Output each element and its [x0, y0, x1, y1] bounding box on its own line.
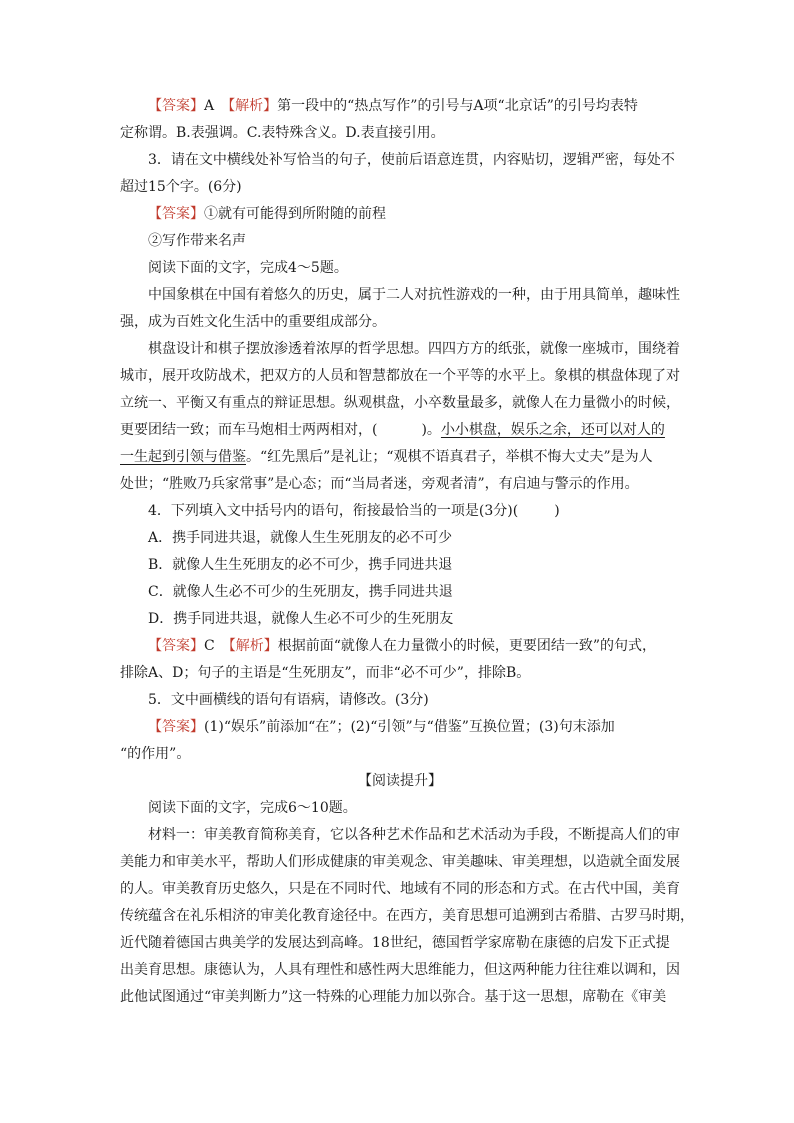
q5-stem: 5．文中画横线的语句有语病，请修改。(3分): [148, 692, 429, 708]
reading-intro-6-10: 阅读下面的文字，完成6～10题。: [148, 800, 357, 816]
passage-p2-line-6: 处世；“胜败乃兵家常事”是心态；而“当局者迷，旁观者清”，有启迪与警示的作用。: [120, 476, 639, 492]
answer-value: C: [204, 638, 229, 654]
q4-stem-close: ): [554, 503, 560, 519]
material1-line-1: 材料一：审美教育简称美育，它以各种艺术作品和艺术活动为手段，不断提高人们的审: [148, 827, 680, 843]
reading-intro-4-5: 阅读下面的文字，完成4～5题。: [148, 260, 348, 276]
underlined-sentence: 小小棋盘，娱乐之余，还可以对人的: [440, 422, 665, 438]
underlined-sentence: 一生起到引领与借鉴: [120, 449, 246, 465]
passage-text: 更要团结一致；而车马炮相士两两相对，(: [120, 422, 378, 438]
answer-tag: 【答案】: [148, 719, 204, 735]
material1-line-4: 传统蕴含在礼乐相济的审美化教育途径中。在西方，美育思想可追溯到古希腊、古罗马时期，: [120, 908, 694, 924]
answer-value: A: [204, 98, 229, 114]
q4-option-b: B．就像人生生死朋友的必不可少，携手同进共退: [148, 557, 453, 573]
q4-option-c: C．就像人生必不可少的生死朋友，携手同进共退: [148, 584, 453, 600]
material1-line-3: 的人。审美教育历史悠久，只是在不同时代、地域有不同的形态和方式。在古代中国，美育: [120, 881, 680, 897]
section-title: 【阅读提升】: [358, 773, 442, 789]
answer-text: (1)“娱乐”前添加“在”；(2)“引领”与“借鉴”互换位置；(3)句末添加: [204, 719, 615, 735]
passage-p1-line-1: 中国象棋在中国有着悠久的历史，属于二人对抗性游戏的一种，由于用具简单，趣味性: [148, 287, 680, 303]
material1-line-2: 美能力和审美水平，帮助人们形成健康的审美观念、审美趣味、审美理想，以造就全面发展: [120, 854, 680, 870]
q4-stem-text: 4．下列填入文中括号内的语句，衔接最恰当的一项是(3分)(: [148, 503, 519, 519]
passage-text: )。: [421, 422, 441, 438]
passage-p2-line-2: 城市，展开攻防战术，把双方的人员和智慧都放在一个平等的水平上。象棋的棋盘体现了对: [120, 368, 680, 384]
passage-p2-line-5: [120, 444, 680, 471]
material1-line-7: 此他试图通过“审美判断力”这一特殊的心理能力加以弥合。基于这一思想，席勒在《审美: [120, 989, 667, 1005]
document-page: [120, 93, 694, 1011]
answer-tag: 【答案】: [148, 206, 204, 222]
q4-analysis-line: 排除A、D；句子的主语是“生死朋友”，而非“必不可少”，排除B。: [120, 665, 531, 681]
passage-p2-line-3: 立统一、平衡又有重点的辩证思想。纵观棋盘，小卒数量最多，就像人在力量微小的时候，: [120, 395, 680, 411]
q3-stem-line-1: 3．请在文中横线处补写恰当的句子，使前后语意连贯，内容贴切，逻辑严密，每处不: [148, 152, 675, 168]
answer-text: ①就有可能得到所附随的前程: [204, 206, 386, 222]
q3-answer-line-2: ②写作带来名声: [148, 233, 246, 249]
q2-analysis-line: 定称谓。B.表强调。C.表特殊含义。D.表直接引用。: [120, 125, 445, 141]
q5-answer-line: [120, 714, 680, 741]
q3-answer-line: [120, 201, 680, 228]
material1-line-6: 出美育思想。康德认为，人具有理性和感性两大思维能力，但这两种能力往往难以调和，因: [120, 962, 680, 978]
answer-tag: 【答案】: [148, 638, 204, 654]
analysis-text: 第一段中的“热点写作”的引号与A项“北京话”的引号均表特: [277, 98, 638, 114]
passage-p2-line-4: [120, 417, 680, 444]
passage-p1-line-2: 强，成为百姓文化生活中的重要组成部分。: [120, 314, 386, 330]
analysis-tag: 【解析】: [228, 638, 278, 654]
analysis-tag: 【解析】: [228, 98, 278, 114]
q4-option-a: A．携手同进共退，就像人生生死朋友的必不可少: [148, 530, 453, 546]
q4-stem: [120, 498, 680, 525]
passage-text: 。“红先黑后”是礼让；“观棋不语真君子，举棋不悔大丈夫”是为人: [246, 449, 653, 465]
material1-line-5: 近代随着德国古典美学的发展达到高峰。18世纪，德国哲学家席勒在康德的启发下正式提: [120, 935, 670, 951]
q4-option-d: D．携手同进共退，就像人生必不可少的生死朋友: [148, 611, 454, 627]
analysis-text: 根据前面“就像人在力量微小的时候，更要团结一致”的句式，: [277, 638, 657, 654]
answer-tag: 【答案】: [148, 98, 204, 114]
q4-answer-line: [120, 633, 680, 660]
q3-stem-line-2: 超过15个字。(6分): [120, 179, 242, 195]
q2-answer-line: [120, 93, 680, 120]
passage-p2-line-1: 棋盘设计和棋子摆放渗透着浓厚的哲学思想。四四方方的纸张，就像一座城市，围绕着: [148, 341, 680, 357]
q5-answer-line-2: “的作用”。: [120, 746, 191, 762]
